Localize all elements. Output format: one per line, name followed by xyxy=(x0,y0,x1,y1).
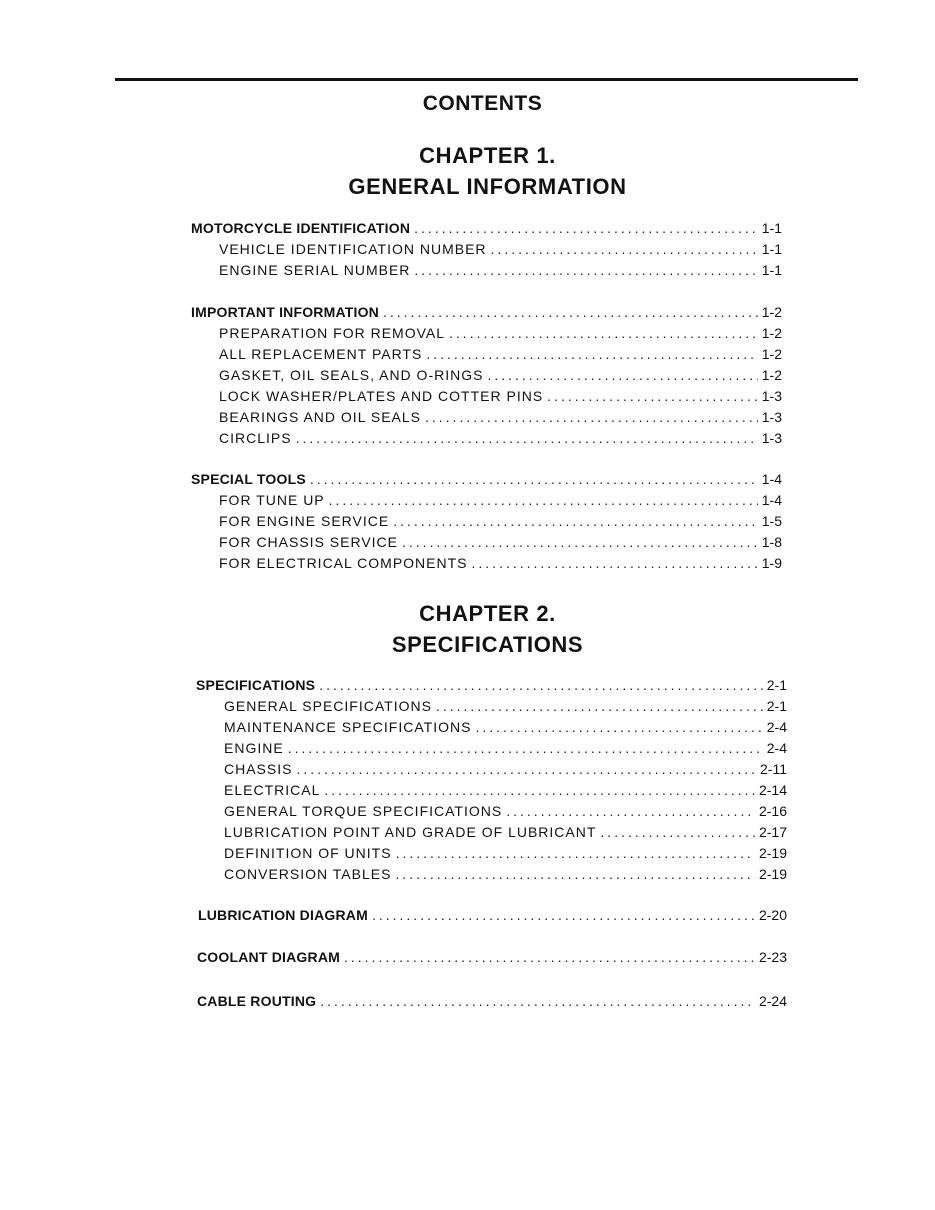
toc-subentry[interactable] xyxy=(224,759,787,779)
toc-entry-label: ENGINE SERIAL NUMBER xyxy=(219,262,411,278)
chapter-2-heading xyxy=(0,598,935,660)
dot-leader xyxy=(396,843,755,863)
toc-entry[interactable] xyxy=(191,302,782,322)
toc-entry-page: 1-1 xyxy=(761,241,782,257)
toc-subentry[interactable] xyxy=(219,532,782,552)
dot-leader xyxy=(600,822,755,842)
toc-subentry[interactable] xyxy=(219,323,782,343)
toc-subentry[interactable] xyxy=(219,260,782,280)
toc-entry-label: FOR TUNE UP xyxy=(219,492,325,508)
toc-subentry[interactable] xyxy=(219,386,782,406)
toc-entry-label: ENGINE xyxy=(224,740,284,756)
dot-leader xyxy=(296,759,756,779)
toc-entry-page: 2-19 xyxy=(758,866,787,882)
toc-entry-page: 2-4 xyxy=(766,719,787,735)
dot-leader xyxy=(344,947,755,967)
toc-subentry[interactable] xyxy=(224,801,787,821)
toc-entry-page: 1-5 xyxy=(761,513,782,529)
dot-leader xyxy=(319,675,763,695)
toc-entry-label: IMPORTANT INFORMATION xyxy=(191,304,379,320)
toc-entry-page: 1-3 xyxy=(761,388,782,404)
chapter-1-title: GENERAL INFORMATION xyxy=(348,174,627,199)
toc-entry-label: GASKET, OIL SEALS, AND O-RINGS xyxy=(219,367,484,383)
chapter-1-heading xyxy=(0,140,935,202)
toc-subentry[interactable] xyxy=(219,344,782,364)
toc-entry-page: 1-2 xyxy=(761,325,782,341)
toc-entry-label: FOR ELECTRICAL COMPONENTS xyxy=(219,555,468,571)
toc-entry[interactable] xyxy=(197,947,787,967)
toc-entry[interactable] xyxy=(191,218,782,238)
toc-entry-label: PREPARATION FOR REMOVAL xyxy=(219,325,446,341)
dot-leader xyxy=(425,407,758,427)
dot-leader xyxy=(383,302,758,322)
toc-entry-label: FOR CHASSIS SERVICE xyxy=(219,534,399,550)
toc-entry-page: 2-23 xyxy=(758,949,787,965)
toc-entry-label: LUBRICATION POINT AND GRADE OF LUBRICANT xyxy=(224,824,597,840)
dot-leader xyxy=(414,260,757,280)
toc-entry-label: LOCK WASHER/PLATES AND COTTER PINS xyxy=(219,388,544,404)
toc-entry-label: MAINTENANCE SPECIFICATIONS xyxy=(224,719,472,735)
chapter-1-number: CHAPTER 1. xyxy=(419,143,556,168)
top-rule xyxy=(115,78,858,81)
toc-entry-page: 1-3 xyxy=(761,430,782,446)
toc-entry-label: ALL REPLACEMENT PARTS xyxy=(219,346,423,362)
toc-entry-page: 1-4 xyxy=(761,492,782,508)
toc-entry-page: 1-4 xyxy=(761,471,782,487)
toc-entry-label: LUBRICATION DIAGRAM xyxy=(198,907,368,923)
dot-leader xyxy=(487,365,757,385)
dot-leader xyxy=(426,344,757,364)
chapter-2-number: CHAPTER 2. xyxy=(419,601,556,626)
toc-subentry[interactable] xyxy=(224,696,787,716)
toc-entry-label: CONVERSION TABLES xyxy=(224,866,392,882)
dot-leader xyxy=(491,239,758,259)
toc-subentry[interactable] xyxy=(224,864,787,884)
dot-leader xyxy=(472,553,758,573)
toc-entry-page: 1-2 xyxy=(761,304,782,320)
toc-entry-page: 2-11 xyxy=(760,761,787,777)
dot-leader xyxy=(475,717,762,737)
toc-entry-page: 2-24 xyxy=(758,993,787,1009)
toc-entry-label: FOR ENGINE SERVICE xyxy=(219,513,390,529)
dot-leader xyxy=(310,469,758,489)
toc-entry-page: 1-2 xyxy=(761,346,782,362)
toc-entry-label: SPECIAL TOOLS xyxy=(191,471,306,487)
toc-entry-page: 2-16 xyxy=(758,803,787,819)
toc-entry-label: CHASSIS xyxy=(224,761,293,777)
toc-entry-label: BEARINGS AND OIL SEALS xyxy=(219,409,421,425)
toc-entry[interactable] xyxy=(191,469,782,489)
contents-title: CONTENTS xyxy=(422,92,543,115)
toc-entry-page: 2-17 xyxy=(758,824,787,840)
toc-subentry[interactable] xyxy=(219,511,782,531)
toc-subentry[interactable] xyxy=(224,822,787,842)
toc-entry[interactable] xyxy=(197,991,787,1011)
dot-leader xyxy=(449,323,758,343)
toc-entry-page: 2-14 xyxy=(758,782,787,798)
dot-leader xyxy=(393,511,758,531)
toc-entry-page: 2-1 xyxy=(766,677,787,693)
toc-entry-label: CABLE ROUTING xyxy=(197,993,317,1009)
toc-subentry[interactable] xyxy=(219,407,782,427)
toc-subentry[interactable] xyxy=(219,365,782,385)
toc-entry-page: 2-20 xyxy=(758,907,787,923)
toc-subentry[interactable] xyxy=(219,553,782,573)
toc-entry-page: 1-8 xyxy=(761,534,782,550)
dot-leader xyxy=(329,490,758,510)
toc-entry-page: 2-19 xyxy=(758,845,787,861)
toc-subentry[interactable] xyxy=(219,239,782,259)
toc-entry-label: DEFINITION OF UNITS xyxy=(224,845,392,861)
toc-entry-page: 2-4 xyxy=(766,740,787,756)
toc-entry-page: 1-2 xyxy=(761,367,782,383)
toc-entry-page: 1-1 xyxy=(761,220,782,236)
toc-entry-label: SPECIFICATIONS xyxy=(196,677,316,693)
toc-entry[interactable] xyxy=(198,905,787,925)
toc-entry-label: COOLANT DIAGRAM xyxy=(197,949,340,965)
toc-subentry[interactable] xyxy=(219,428,782,448)
dot-leader xyxy=(288,738,763,758)
dot-leader xyxy=(372,905,755,925)
toc-entry[interactable] xyxy=(196,675,787,695)
dot-leader xyxy=(547,386,758,406)
dot-leader xyxy=(324,780,755,800)
dot-leader xyxy=(436,696,763,716)
dot-leader xyxy=(402,532,758,552)
toc-entry-page: 1-3 xyxy=(761,409,782,425)
toc-entry-label: CIRCLIPS xyxy=(219,430,292,446)
toc-subentry[interactable] xyxy=(224,843,787,863)
toc-subentry[interactable] xyxy=(224,717,787,737)
toc-entry-page: 1-9 xyxy=(761,555,782,571)
dot-leader xyxy=(414,218,758,238)
toc-entry-label: GENERAL SPECIFICATIONS xyxy=(224,698,432,714)
dot-leader xyxy=(506,801,755,821)
chapter-2-title: SPECIFICATIONS xyxy=(391,632,584,657)
dot-leader xyxy=(296,428,758,448)
toc-subentry[interactable] xyxy=(224,738,787,758)
toc-entry-page: 2-1 xyxy=(766,698,787,714)
dot-leader xyxy=(395,864,755,884)
toc-entry-label: ELECTRICAL xyxy=(224,782,321,798)
toc-entry-label: VEHICLE IDENTIFICATION NUMBER xyxy=(219,241,487,257)
toc-entry-label: GENERAL TORQUE SPECIFICATIONS xyxy=(224,803,503,819)
toc-subentry[interactable] xyxy=(219,490,782,510)
toc-entry-page: 1-1 xyxy=(761,262,782,278)
dot-leader xyxy=(320,991,755,1011)
toc-subentry[interactable] xyxy=(224,780,787,800)
toc-entry-label: MOTORCYCLE IDENTIFICATION xyxy=(191,220,411,236)
